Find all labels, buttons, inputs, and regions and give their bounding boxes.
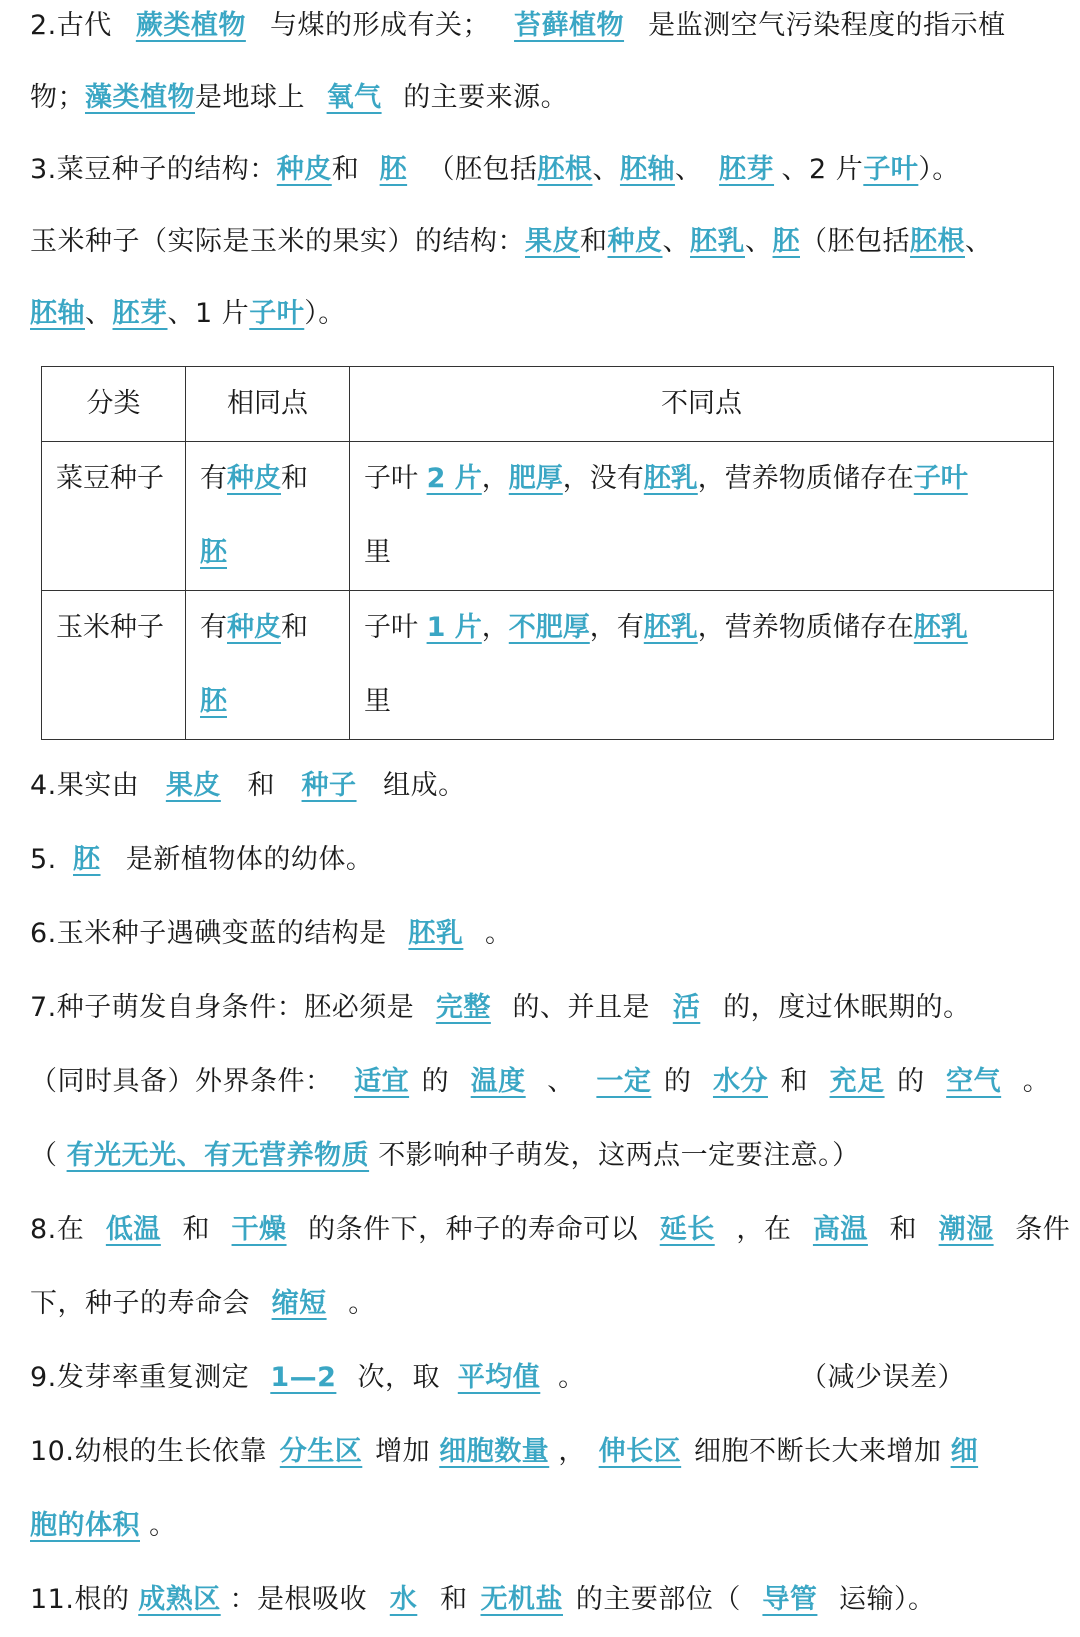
text: ）。: [304, 298, 346, 329]
answer-blank: 空气: [946, 1066, 1002, 1097]
text: 是新植物体的幼体。: [125, 844, 374, 875]
text: 的，度过休眠期的。: [723, 992, 971, 1023]
text: 。: [558, 1362, 586, 1393]
answer-blank: 子叶: [913, 463, 968, 494]
answer-blank: 潮湿: [938, 1214, 994, 1245]
text: 、1 片: [167, 298, 250, 329]
text: 5.: [30, 844, 57, 875]
answer-blank: 成熟区: [138, 1584, 221, 1615]
row-different: [350, 442, 1054, 591]
answer-blank: 1—2: [270, 1362, 337, 1393]
answer-blank: 分生区: [279, 1436, 363, 1467]
row-same: [186, 442, 350, 591]
answer-blank: 胚: [200, 537, 227, 568]
table-header-row: [42, 367, 1054, 442]
answer-blank: 种皮: [607, 226, 663, 257]
answer-blank: 胚: [772, 226, 800, 257]
text: 与煤的形成有关；: [269, 10, 490, 41]
answer-blank: 果皮: [525, 226, 580, 257]
text: （胚包括: [427, 154, 538, 185]
text: 8.在: [30, 1214, 85, 1245]
text: 细胞不断长大来增加: [694, 1436, 942, 1467]
text: ：是根吸收: [229, 1584, 367, 1615]
text: 。: [484, 918, 513, 949]
answer-blank: 胚轴: [30, 298, 85, 329]
header-same: 相同点: [186, 367, 350, 442]
text: 的: [663, 1066, 692, 1097]
text: 组成。: [383, 770, 466, 801]
answer-blank: 导管: [762, 1584, 818, 1615]
answer-blank: 胚: [379, 154, 408, 185]
text: 和: [580, 226, 608, 257]
text: 的: [897, 1066, 925, 1097]
answer-blank: 种皮: [276, 154, 332, 185]
answer-blank: 延长: [659, 1214, 715, 1245]
answer-blank: 活: [672, 992, 701, 1023]
text: 和: [331, 154, 360, 185]
text: 和: [780, 1066, 808, 1097]
text: 10.幼根的生长依靠: [30, 1436, 267, 1467]
row-same: [186, 591, 350, 740]
table-row: [42, 442, 1054, 591]
text: 、: [745, 226, 773, 257]
text: 运输）。: [839, 1584, 936, 1615]
text: 子叶: [364, 463, 418, 494]
text: 、: [547, 1066, 575, 1097]
text: 物；: [30, 82, 85, 113]
q2-line2: [30, 78, 1050, 118]
text: ，: [481, 612, 509, 643]
text: 有: [200, 612, 227, 643]
text: 有: [200, 463, 227, 494]
answer-blank: 子叶: [249, 298, 305, 329]
text: 。: [348, 1288, 376, 1319]
answer-blank: 胚乳: [690, 226, 745, 257]
text: 里: [364, 686, 391, 717]
text: 的条件下，种子的寿命可以: [308, 1214, 639, 1245]
text: 和: [182, 1214, 210, 1245]
text: ，没有: [562, 463, 644, 494]
text: 3.菜豆种子的结构：: [30, 154, 277, 185]
answer-blank: 胚芽: [112, 298, 168, 329]
text: 、: [85, 298, 113, 329]
answer-blank: 缩短: [271, 1288, 327, 1319]
answer-blank: 胚轴: [619, 154, 675, 185]
answer-blank: 胞的体积: [30, 1510, 140, 1541]
q2-line1: [30, 6, 1050, 46]
text: 和: [281, 612, 308, 643]
answer-blank: 种皮: [227, 463, 281, 494]
text: 增加: [375, 1436, 431, 1467]
q7-line1: [30, 988, 1050, 1028]
text: 和: [281, 463, 308, 494]
text: 次，取: [357, 1362, 440, 1393]
text: ，: [558, 1436, 586, 1467]
text: 11.根的: [30, 1584, 130, 1615]
answer-blank: 一定: [596, 1066, 652, 1097]
q3-line2: [30, 222, 1050, 262]
text: （同时具备）外界条件：: [30, 1066, 333, 1097]
text: 的: [421, 1066, 450, 1097]
text: 、: [674, 154, 703, 185]
text: 的、并且是: [512, 992, 650, 1023]
answer-blank: 子叶: [863, 154, 919, 185]
answer-blank: 低温: [105, 1214, 161, 1245]
text: 4.果实由: [30, 770, 140, 801]
q11-line: [30, 1580, 1050, 1620]
table-row: [42, 591, 1054, 740]
answer-blank: 水分: [712, 1066, 768, 1097]
answer-blank: 适宜: [354, 1066, 410, 1097]
answer-blank: 2 片: [426, 463, 482, 494]
text: 不影响种子萌发，这两点一定要注意。）: [378, 1140, 860, 1171]
answer-blank: 不肥厚: [508, 612, 590, 643]
answer-blank: 伸长区: [598, 1436, 682, 1467]
answer-blank: 胚乳: [643, 463, 698, 494]
text: 、: [662, 226, 690, 257]
q10-line2: [30, 1506, 1050, 1546]
answer-blank: 胚: [200, 686, 227, 717]
answer-blank: 完整: [435, 992, 491, 1023]
answer-blank: 高温: [812, 1214, 868, 1245]
text: 子叶: [364, 612, 418, 643]
text: ，营养物质储存在: [697, 612, 914, 643]
answer-blank: 无机盐: [480, 1584, 563, 1615]
q8-line2: [30, 1284, 1050, 1324]
answer-blank: 果皮: [165, 770, 221, 801]
answer-blank: 藻类植物: [85, 82, 195, 113]
answer-blank: 苔藓植物: [514, 10, 625, 41]
text: 和: [247, 770, 275, 801]
answer-blank: 胚乳: [913, 612, 968, 643]
text: 的主要来源。: [403, 82, 569, 113]
header-category: 分类: [42, 367, 186, 442]
text: 9.发芽率重复测定: [30, 1362, 250, 1393]
answer-blank: 平均值: [457, 1362, 541, 1393]
text: （胚包括: [800, 226, 910, 257]
answer-blank: 胚芽: [719, 154, 775, 185]
answer-blank: 水: [389, 1584, 418, 1615]
text: 下，种子的寿命会: [30, 1288, 250, 1319]
header-different: 不同点: [350, 367, 1054, 442]
answer-blank: 胚: [73, 844, 101, 875]
answer-blank: 细胞数量: [439, 1436, 550, 1467]
text: 、2 片: [781, 154, 864, 185]
answer-blank: 细: [950, 1436, 979, 1467]
text: 6.玉米种子遇碘变蓝的结构是: [30, 918, 387, 949]
text: 。: [1022, 1066, 1051, 1097]
q3-line1: [30, 150, 1050, 190]
answer-blank: 胚根: [910, 226, 965, 257]
row-name: 菜豆种子: [42, 442, 186, 591]
q9-note: （减少误差）: [800, 1362, 965, 1393]
answer-blank: 种子: [301, 770, 357, 801]
answer-blank: 种皮: [227, 612, 281, 643]
answer-blank: 干燥: [231, 1214, 287, 1245]
answer-blank: 有光无光、有无营养物质: [66, 1140, 370, 1171]
answer-blank: 肥厚: [508, 463, 563, 494]
text: ，在: [736, 1214, 792, 1245]
text: 里: [364, 537, 391, 568]
text: 是地球上: [195, 82, 305, 113]
text: 和: [440, 1584, 468, 1615]
row-different: [350, 591, 1054, 740]
text: 的主要部位（: [575, 1584, 741, 1615]
text: 、: [965, 226, 993, 257]
q5-line: [30, 840, 1050, 880]
text: ）。: [918, 154, 960, 185]
text: 条件: [1015, 1214, 1071, 1245]
answer-blank: 蕨类植物: [135, 10, 246, 41]
text: 玉米种子（实际是玉米的果实）的结构：: [30, 226, 525, 257]
q7-line3: [30, 1136, 1050, 1176]
text: ，营养物质储存在: [697, 463, 914, 494]
text: 和: [889, 1214, 918, 1245]
text: ，: [481, 463, 509, 494]
answer-blank: 充足: [829, 1066, 885, 1097]
answer-blank: 胚乳: [643, 612, 698, 643]
comparison-table: [41, 366, 1054, 740]
answer-blank: 温度: [470, 1066, 526, 1097]
text: 7.种子萌发自身条件：胚必须是: [30, 992, 415, 1023]
text: 。: [149, 1510, 177, 1541]
text: 2.古代: [30, 10, 112, 41]
q4-line: [30, 766, 1050, 806]
text: 是监测空气污染程度的指示植: [648, 10, 1006, 41]
answer-blank: 1 片: [426, 612, 482, 643]
text: 、: [592, 154, 620, 185]
text: （: [30, 1140, 58, 1171]
q8-line1: [30, 1210, 1071, 1250]
answer-blank: 胚根: [537, 154, 593, 185]
answer-blank: 胚乳: [408, 918, 464, 949]
q6-line: [30, 914, 1050, 954]
q3-line3: [30, 294, 1050, 334]
text: ，有: [589, 612, 644, 643]
q7-line2: [30, 1062, 1050, 1102]
answer-blank: 氧气: [326, 82, 382, 113]
row-name: 玉米种子: [42, 591, 186, 740]
q10-line1: [30, 1432, 1050, 1472]
